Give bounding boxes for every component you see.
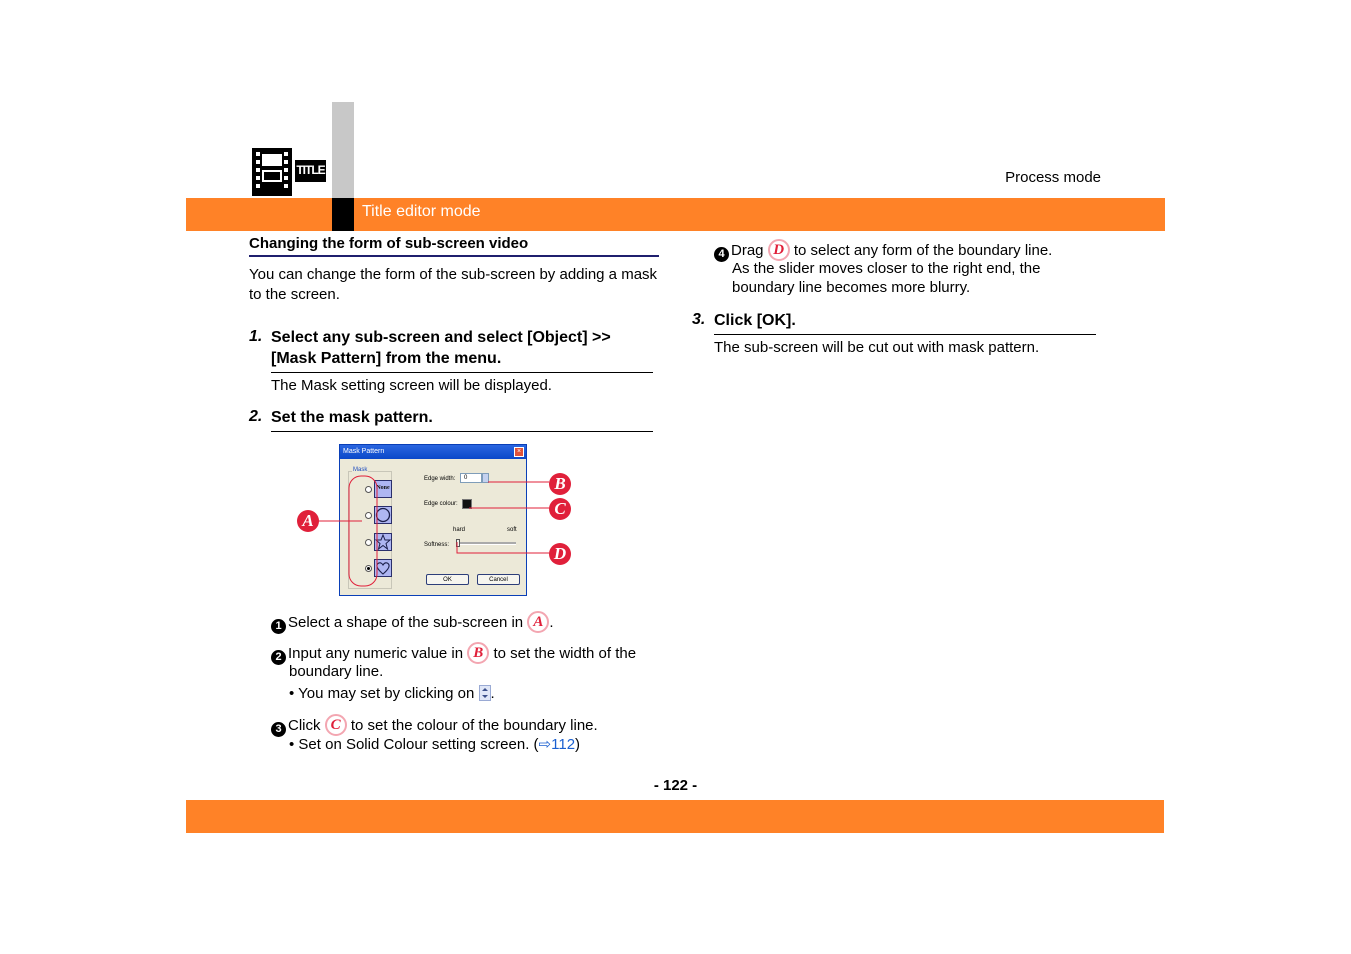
- mask-shape-star[interactable]: [374, 533, 392, 551]
- instruction-2-bullet-end: .: [490, 685, 495, 702]
- edge-colour-swatch[interactable]: [462, 499, 472, 509]
- edge-width-label: Edge width:: [424, 476, 456, 482]
- marker-d-inline-icon: [768, 239, 790, 261]
- mask-pattern-dialog: [339, 444, 527, 596]
- step-1-number: 1.: [249, 328, 263, 345]
- step-1-desc: The Mask setting screen will be displayed.: [271, 377, 552, 394]
- mode-title: Title editor mode: [362, 203, 481, 220]
- instruction-1: [271, 611, 671, 634]
- step-1-title: [271, 327, 611, 369]
- icon-text: TITLE: [296, 163, 325, 177]
- header-gray-tab: [332, 102, 354, 198]
- mask-shape-none[interactable]: [374, 480, 392, 498]
- instruction-4-text: Drag: [731, 242, 764, 259]
- marker-d-icon: [549, 543, 571, 565]
- footer-bar: [186, 800, 1164, 833]
- arrow-right-icon: ⇨: [538, 736, 552, 753]
- process-mode-label: Process mode: [1005, 169, 1101, 186]
- page-link[interactable]: [539, 736, 576, 753]
- marker-d-letter: D: [553, 544, 567, 563]
- edge-colour-label: Edge colour:: [424, 501, 458, 507]
- marker-c-letter: C: [554, 499, 566, 518]
- section-heading: Changing the form of sub-screen video: [249, 235, 529, 252]
- marker-a-letter: A: [302, 511, 314, 530]
- instruction-2-bullet: [289, 684, 495, 704]
- soft-label: soft: [507, 527, 517, 533]
- instruction-3-bullet: [289, 735, 580, 755]
- marker-b-inline-letter: B: [473, 645, 484, 661]
- instruction-4-line2: As the slider moves closer to the right end, the: [732, 260, 1041, 277]
- step-2-number: 2.: [249, 408, 263, 425]
- mask-shape-heart[interactable]: [374, 559, 392, 577]
- ok-button[interactable]: OK: [426, 574, 469, 585]
- edge-width-input[interactable]: 0: [460, 473, 482, 483]
- marker-b-icon: [549, 473, 571, 495]
- softness-label: Softness:: [424, 542, 450, 548]
- instruction-3-bullet-text: • Set on Solid Colour setting screen. (: [289, 736, 539, 753]
- mask-radio-none[interactable]: [365, 486, 372, 493]
- instruction-2-text: Input any numeric value in: [288, 645, 464, 662]
- marker-c-icon: [549, 498, 571, 520]
- cancel-button[interactable]: Cancel: [477, 574, 520, 585]
- mask-shape-circle[interactable]: [374, 506, 392, 524]
- number-2-icon: 2: [271, 650, 286, 665]
- step-2-title: Set the mask pattern.: [271, 409, 433, 426]
- mask-radio-heart[interactable]: [365, 565, 372, 572]
- mask-none-label: None: [376, 485, 390, 491]
- page-number: - 122 -: [653, 777, 698, 794]
- marker-d-inline-letter: D: [773, 242, 785, 258]
- instruction-4-line3: boundary line becomes more blurry.: [732, 279, 971, 296]
- marker-a-icon: [297, 510, 319, 532]
- mask-radio-star[interactable]: [365, 539, 372, 546]
- softness-track: [456, 542, 516, 545]
- marker-c-inline-letter: C: [330, 717, 341, 733]
- marker-a-inline-icon: [527, 611, 549, 633]
- instruction-1-text: Select a shape of the sub-screen in: [288, 614, 524, 631]
- instruction-3-text: Click: [288, 717, 321, 734]
- instruction-3: [271, 714, 671, 737]
- star-shape-icon: [375, 534, 391, 550]
- marker-a-inline-letter: A: [533, 614, 544, 630]
- softness-slider-handle[interactable]: [456, 539, 460, 547]
- instruction-3-text-after: to set the colour of the boundary line.: [350, 717, 598, 734]
- header-black-tab: [332, 198, 354, 231]
- instruction-2-bullet-text: • You may set by clicking on: [289, 685, 475, 702]
- marker-c-inline-icon: [325, 714, 347, 736]
- dialog-title: Mask Pattern: [343, 448, 385, 455]
- page-link-number: 112: [551, 736, 576, 753]
- section-intro: You can change the form of the sub-screen by adding a mask to the screen.: [249, 266, 658, 303]
- mask-group-label: Mask: [353, 467, 368, 473]
- step-1-title-line2: [Mask Pattern] from the menu.: [271, 350, 502, 367]
- circle-shape-icon: [375, 507, 391, 523]
- step-3-desc: The sub-screen will be cut out with mask pattern.: [714, 339, 1040, 356]
- marker-b-inline-icon: [467, 642, 489, 664]
- section-rule: [249, 255, 659, 257]
- step-3-number: 3.: [692, 311, 706, 328]
- dialog-titlebar: [340, 445, 526, 459]
- step-1-title-line1: Select any sub-screen and select [Object] >>: [271, 329, 611, 346]
- spinner-icon: [479, 685, 491, 701]
- step-2-rule: [271, 431, 653, 432]
- title-mode-icon: [250, 146, 328, 198]
- instruction-2-text-after: to set the width of the: [493, 645, 637, 662]
- heart-shape-icon: [375, 560, 391, 576]
- hard-label: hard: [453, 527, 466, 533]
- number-1-icon: 1: [271, 619, 286, 634]
- step-3-title: Click [OK].: [714, 312, 796, 329]
- instruction-4-text-after: to select any form of the boundary line.: [793, 242, 1053, 259]
- instruction-2-line2: boundary line.: [289, 663, 384, 680]
- number-3-icon: 3: [271, 722, 286, 737]
- edge-width-spinner[interactable]: [482, 473, 489, 483]
- instruction-3-bullet-end: ): [575, 736, 581, 753]
- step-1-rule: [271, 372, 653, 373]
- instruction-1-end: .: [549, 614, 554, 631]
- number-4-icon: 4: [714, 247, 729, 262]
- step-3-rule: [714, 334, 1096, 335]
- dialog-close-button[interactable]: ×: [514, 447, 524, 457]
- mask-radio-circle[interactable]: [365, 512, 372, 519]
- marker-b-letter: B: [554, 474, 566, 493]
